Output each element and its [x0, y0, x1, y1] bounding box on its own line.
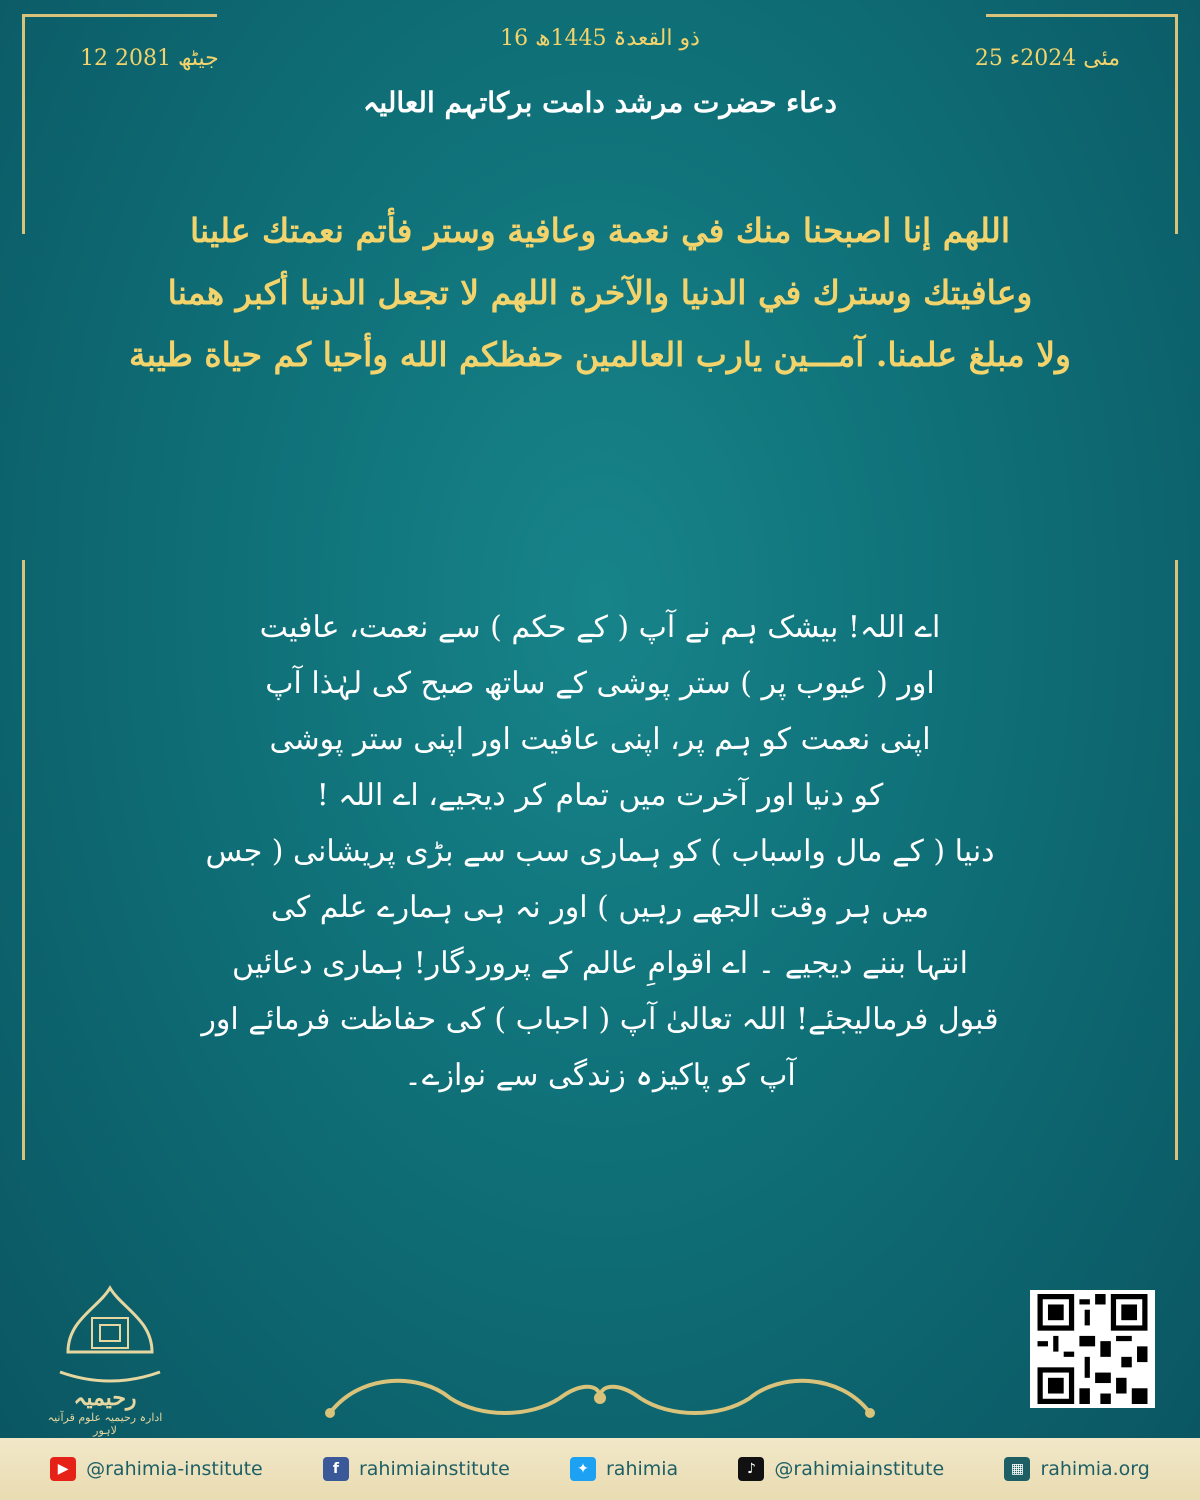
urdu-line: دنیا ( کے مال واسباب ) کو ہماری سب سے بڑی پریشانی ( جس — [205, 834, 995, 869]
twitter-link[interactable] — [570, 1457, 678, 1481]
urdu-translation — [150, 600, 1050, 1104]
youtube-link[interactable] — [50, 1457, 263, 1481]
urdu-line: قبول فرمالیجئے! اللہ تعالیٰ آپ ( احباب ) کی حفاظت فرمائے اور — [201, 1002, 999, 1037]
twitter-handle: rahimia — [605, 1458, 679, 1480]
urdu-line: اور ( عیوب پر ) ستر پوشی کے ساتھ صبح کی لہٰذا آپ — [265, 666, 935, 701]
arabic-line: وعافيتك وسترك في الدنيا والآخرة اللهم لا تجعل الدنيا أكبر همنا — [167, 273, 1033, 312]
website-link[interactable] — [1004, 1457, 1149, 1481]
facebook-handle: rahimiainstitute — [358, 1458, 510, 1480]
ornament-divider-icon — [300, 1368, 900, 1428]
facebook-icon: f — [323, 1457, 349, 1481]
logo-name: رحیمیہ — [73, 1385, 137, 1411]
urdu-line: اپنی نعمت کو ہم پر، اپنی عافیت اور اپنی ستر پوشی — [269, 722, 931, 757]
arabic-line: اللهم إنا اصبحنا منك في نعمة وعافية وستر فأتم نعمتك علينا — [189, 211, 1011, 250]
arabic-line: ولا مبلغ علمنا. آمـــين يارب العالمين حفظكم الله وأحيا كم حياة طيبة — [129, 335, 1071, 374]
frame-top-left-h — [22, 14, 217, 17]
date-hijri: 16 ذو القعدۃ 1445ھ — [500, 26, 700, 51]
youtube-icon: ▶ — [50, 1457, 76, 1481]
frame-right-lower-v — [1175, 560, 1178, 1160]
facebook-link[interactable] — [323, 1457, 510, 1481]
logo-caption — [40, 1385, 170, 1437]
tiktok-icon: ♪ — [738, 1457, 764, 1481]
urdu-line: کو دنیا اور آخرت میں تمام کر دیجیے، اے اللہ ! — [316, 778, 884, 813]
qr-code-icon — [1034, 1294, 1151, 1404]
tiktok-handle: @rahimiainstitute — [774, 1458, 945, 1480]
website-url: rahimia.org — [1040, 1458, 1150, 1480]
tiktok-link[interactable] — [738, 1457, 944, 1481]
social-footer — [0, 1438, 1200, 1500]
date-gregorian: 25 مئی 2024ء — [974, 46, 1120, 71]
frame-left-lower-v — [22, 560, 25, 1160]
logo-subtitle: ادارہ رحیمیہ علوم قرآنیہ لاہور — [47, 1411, 163, 1437]
qr-code[interactable] — [1030, 1290, 1155, 1408]
page-title: دعاء حضرت مرشد دامت برکاتہم العالیہ — [362, 86, 838, 119]
urdu-line: میں ہر وقت الجھے رہیں ) اور نہ ہی ہمارے علم کی — [270, 890, 930, 925]
urdu-line: آپ کو پاکیزہ زندگی سے نوازے۔ — [404, 1058, 796, 1093]
urdu-line: انتہا بننے دیجیے ۔ اے اقوامِ عالم کے پروردگار! ہماری دعائیں — [231, 946, 968, 981]
frame-top-right-h — [986, 14, 1178, 17]
date-vikrami: 12 جیٹھ 2081 — [80, 46, 219, 71]
urdu-line: اے اللہ! بیشک ہم نے آپ ( کے حکم ) سے نعمت، عافیت — [259, 610, 941, 645]
website-icon: ▦ — [1004, 1457, 1030, 1481]
twitter-icon: ✦ — [570, 1457, 596, 1481]
arabic-dua — [70, 200, 1130, 386]
youtube-handle: @rahimia-institute — [86, 1458, 263, 1480]
